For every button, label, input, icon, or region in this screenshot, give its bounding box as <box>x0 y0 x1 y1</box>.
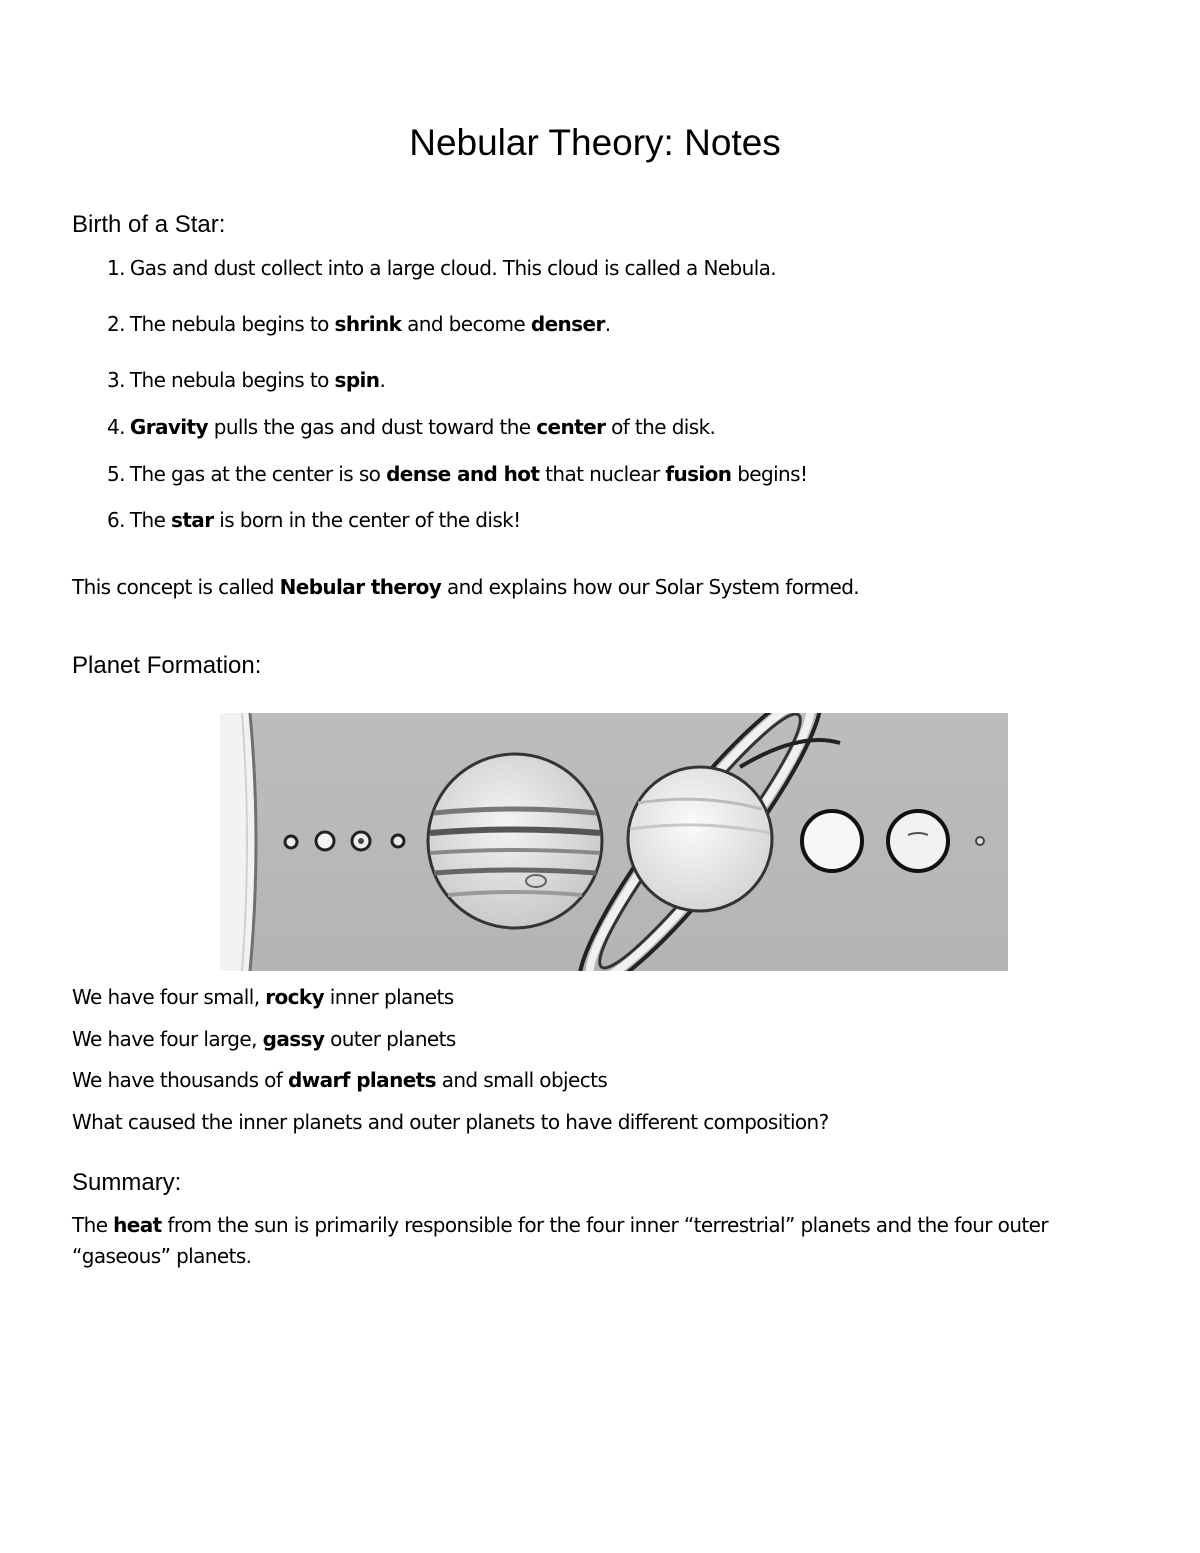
step-number: 3. <box>107 368 125 392</box>
step-5 <box>107 462 807 486</box>
solar-system-image <box>220 713 1008 971</box>
bold-term: fusion <box>665 462 732 486</box>
text-run: We have four large, <box>72 1027 263 1051</box>
step-1 <box>107 256 776 280</box>
text-run: This concept is called <box>72 575 280 599</box>
step-number: 2. <box>107 312 125 336</box>
earth-icon <box>352 832 370 850</box>
text-run: that nuclear <box>539 462 666 486</box>
bold-term: shrink <box>334 312 402 336</box>
text-run: is born in the center of the disk! <box>213 508 521 532</box>
bold-term: star <box>171 508 214 532</box>
text-run: and explains how our Solar System formed. <box>441 575 860 599</box>
neptune-icon <box>888 811 948 871</box>
text-run: and become <box>401 312 531 336</box>
text-run: The <box>129 508 172 532</box>
step-3 <box>107 368 385 392</box>
text-run: . <box>379 368 386 392</box>
planet-formation-heading: Planet Formation: <box>72 652 262 679</box>
step-number: 6. <box>107 508 125 532</box>
bold-term: center <box>536 415 606 439</box>
bold-term: dwarf planets <box>287 1068 436 1092</box>
page-title: Nebular Theory: Notes <box>409 122 781 163</box>
mercury-icon <box>285 836 297 848</box>
birth-of-star-heading: Birth of a Star: <box>72 211 226 238</box>
planet-line-rocky <box>72 985 454 1009</box>
mars-icon <box>392 835 404 847</box>
text-run: from the sun is primarily responsible for the four inner “terrestrial” planets and the four outer “gaseous” planets. <box>72 1213 1048 1268</box>
text-run: outer planets <box>324 1027 456 1051</box>
text-run: begins! <box>731 462 808 486</box>
step-number: 5. <box>107 462 125 486</box>
sun-edge-icon <box>220 713 256 971</box>
bold-term: spin <box>334 368 380 392</box>
planet-question <box>72 1110 829 1134</box>
step-text <box>130 508 521 532</box>
venus-icon <box>316 832 334 850</box>
text-run: of the disk. <box>605 415 716 439</box>
step-2 <box>107 312 610 336</box>
uranus-icon <box>802 811 862 871</box>
bold-term: heat <box>113 1213 162 1237</box>
text-run: We have four small, <box>72 985 266 1009</box>
bold-term: Gravity <box>129 415 208 439</box>
bold-term: dense and hot <box>386 462 540 486</box>
concept-paragraph <box>72 575 859 599</box>
text-run: The <box>72 1213 114 1237</box>
planet-line-dwarf <box>72 1068 607 1092</box>
text-run: inner planets <box>324 985 454 1009</box>
bold-term: gassy <box>262 1027 325 1051</box>
step-number: 4. <box>107 415 125 439</box>
step-text <box>130 368 385 392</box>
text-run: Gas and dust collect into a large cloud. This cloud is called a Nebula. <box>129 256 777 280</box>
pluto-icon <box>976 837 984 845</box>
text-run: pulls the gas and dust toward the <box>207 415 537 439</box>
text-run: The nebula begins to <box>129 312 335 336</box>
text-run: The nebula begins to <box>129 368 335 392</box>
text-run: . <box>604 312 611 336</box>
text-run: What caused the inner planets and outer planets to have different composition? <box>72 1110 829 1134</box>
step-text <box>130 256 776 280</box>
summary-heading: Summary: <box>72 1169 182 1196</box>
step-text <box>130 415 715 439</box>
jupiter-icon <box>428 754 602 928</box>
bold-term: Nebular theroy <box>279 575 442 599</box>
summary-paragraph <box>72 1210 1082 1272</box>
step-text <box>130 312 611 336</box>
planet-line-gassy <box>72 1027 456 1051</box>
step-number: 1. <box>107 256 125 280</box>
step-text <box>130 462 807 486</box>
step-6 <box>107 508 521 532</box>
text-run: We have thousands of <box>72 1068 288 1092</box>
step-4 <box>107 415 715 439</box>
text-run: The gas at the center is so <box>129 462 387 486</box>
bold-term: rocky <box>265 985 325 1009</box>
bold-term: denser <box>530 312 605 336</box>
text-run: and small objects <box>435 1068 608 1092</box>
